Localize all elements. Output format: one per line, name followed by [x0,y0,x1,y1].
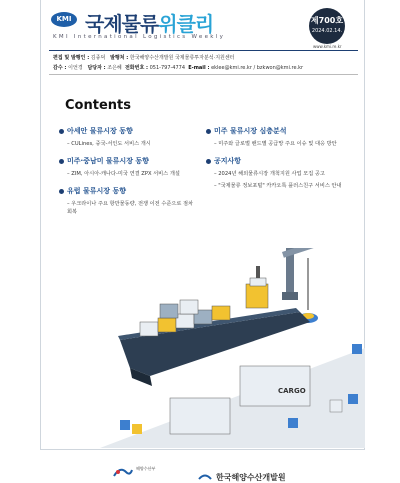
editor-value: 김종덕 [90,55,106,61]
item-text: 미주와 글로벌 밴드별 공급망 주요 이슈 및 대응 방안 [218,141,337,147]
header-divider [49,50,358,51]
supervisor-label: 감수 : [53,65,69,71]
section-item: – "국제물류 정보포털" 카카오톡 플러스친구 서비스 안내 [214,183,342,189]
section-item: – 미주와 글로벌 밴드별 공급망 주요 이슈 및 대응 방안 [214,141,337,147]
title-accent: 위클리 [158,12,214,36]
section-heading: 공지사항 [214,157,242,165]
contents-section[interactable] [206,156,346,190]
institute-name: 한국해양수산개발원 [216,473,286,482]
section-heading: 유럽 물류시장 동향 [67,187,126,195]
section-heading: 미주·중남미 물류시장 동향 [67,157,149,165]
section-item: – CULines, 중국-서인도 서비스 개시 [67,141,151,147]
bullet-icon [206,129,211,134]
item-text: 2024년 해외물류시장 개척지원 사업 모집 공고 [218,171,325,177]
cargo-label: CARGO [278,387,306,395]
issue-date: 2024.02.14. [311,28,343,34]
section-item: – ZIM, 아시아-캐나다-미국 연결 ZPX 서비스 개설 [67,171,180,177]
bullet-icon [59,159,64,164]
title-main: 국제물류 [85,12,159,36]
section-heading: 미주 물류시장 심층분석 [214,127,287,135]
item-text: 우크라이나 주요 항만물동량, 전쟁 이전 수준으로 점차 회복 [67,201,194,215]
bullet-icon [206,159,211,164]
supervisor-value: 이언경 [68,65,83,71]
newsletter-subtitle: KMI International Logistics Weekly [53,34,226,40]
contents-section[interactable] [59,156,199,178]
kmi-logo: KMI [51,12,77,27]
contents-heading: Contents [65,98,131,113]
ship-bridge [246,266,268,308]
section-item: – 2024년 해외물류시장 개척지원 사업 모집 공고 [214,171,325,177]
contents-section[interactable] [59,126,199,148]
contents-section[interactable] [59,186,199,216]
issue-number: 제700호 [310,16,344,25]
contact-person-label: 담당자 : [87,65,106,71]
item-text: ZIM, 아시아-캐나다-미국 연결 ZPX 서비스 개설 [71,171,180,177]
email-label: E-mail : [188,65,210,71]
contents-right-column [206,126,346,198]
editor-label: 편집 및 발행인 : [53,55,90,61]
meta-divider [49,74,358,75]
item-text: CULines, 중국-서인도 서비스 개시 [71,141,151,147]
ministry-logo-icon [112,466,134,478]
contact-line [53,64,303,71]
phone-label: 전화번호 : [124,65,149,71]
email-value[interactable]: eklee@kmi.re.kr / bzkwon@kmi.re.kr [211,65,304,71]
contact-person-value: 조은혜 [107,65,122,71]
section-heading: 아세안 물류시장 동향 [67,127,133,135]
newsletter-title [85,8,213,37]
website-link[interactable]: www.kmi.re.kr [313,44,342,49]
port-illustration [60,248,365,448]
contents-left-column [59,126,199,224]
publisher-label: 발행처 : [110,55,129,61]
phone-value: 051-797-4774 [149,65,186,71]
contents-section[interactable] [206,126,346,148]
publisher-value: 한국해양수산개발원 국제물류투자분석·지원센터 [129,55,235,61]
section-item: – 우크라이나 주요 항만물동량, 전쟁 이전 수준으로 점차 회복 [67,201,194,215]
bullet-icon [59,189,64,194]
issue-badge [309,8,345,44]
kmi-footer-logo-icon [198,472,212,480]
ministry-name: 해양수산부 [136,466,156,471]
item-text: "국제물류 정보포털" 카카오톡 플러스친구 서비스 안내 [218,183,342,189]
publisher-line [53,54,235,61]
bullet-icon [59,129,64,134]
